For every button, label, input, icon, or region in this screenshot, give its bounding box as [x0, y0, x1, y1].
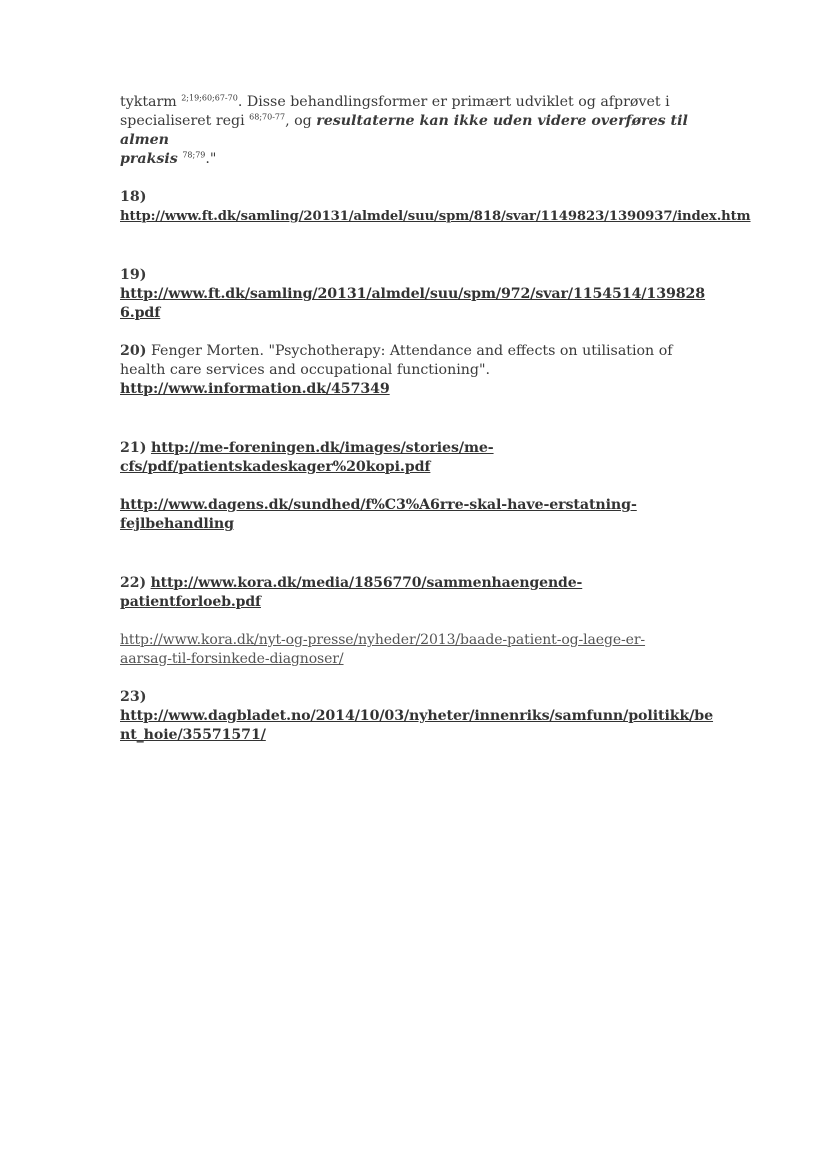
link-text: http://www.dagbladet.no/2014/10/03/nyheter/innenriks/samfunn/politikk/be: [120, 708, 714, 724]
intro-text: tyktarm: [120, 94, 182, 110]
link-text: cfs/pdf/patientskadeskager%20kopi.pdf: [120, 459, 431, 475]
reference-text: Fenger Morten. "Psychotherapy: Attendance and effects on utilisation of: [150, 343, 673, 359]
reference-number: 21): [120, 440, 147, 456]
reference-number: 23): [120, 689, 147, 705]
link-text: http://www.dagens.dk/sundhed/f%C3%A6rre-skal-have-erstatning-: [120, 497, 637, 513]
reference-19: [120, 266, 706, 323]
intro-text: .": [205, 151, 217, 167]
reference-link[interactable]: http://www.kora.dk/media/1856770/sammenhaengende-patientforloeb.pdf: [120, 575, 583, 610]
link-text: http://me-foreningen.dk/images/stories/me-: [150, 440, 494, 456]
reference-link[interactable]: http://www.ft.dk/samling/20131/almdel/suu/spm/818/svar/1149823/1390937/index.htm: [120, 209, 751, 224]
reference-22: [120, 574, 700, 669]
reference-23: [120, 688, 714, 745]
link-text: nt_hoie/35571571/: [120, 727, 266, 743]
reference-20: [120, 342, 700, 399]
reference-text: health care services and occupational functioning".: [120, 362, 491, 378]
reference-number: 18): [120, 189, 147, 205]
emphasis-text: praksis: [120, 151, 178, 167]
reference-link[interactable]: http://www.information.dk/457349: [120, 381, 390, 397]
link-text: fejlbehandling: [120, 516, 234, 532]
citation: 2;19;60;67-70: [181, 93, 238, 103]
citation: 78;79: [182, 150, 206, 160]
reference-link[interactable]: [120, 440, 494, 475]
intro-text: specialiseret regi: [120, 113, 250, 129]
reference-number: 22): [120, 575, 147, 591]
emphasis-text: resultaterne kan ikke uden videre overføres til almen: [120, 113, 688, 148]
reference-link[interactable]: [120, 286, 705, 321]
link-text: http://www.kora.dk/nyt-og-presse/nyheder/2013/baade-patient-og-laege-er-: [120, 632, 646, 648]
link-text: http://www.ft.dk/samling/20131/almdel/suu/spm/972/svar/1154514/139828: [120, 286, 706, 302]
link-text: aarsag-til-forsinkede-diagnoser/: [120, 651, 344, 667]
reference-link[interactable]: [120, 632, 645, 667]
reference-21: [120, 439, 700, 534]
document-content: [120, 93, 751, 745]
reference-link[interactable]: [120, 708, 713, 743]
intro-text: , og: [285, 113, 317, 129]
link-text: 6.pdf: [120, 305, 161, 321]
intro-paragraph: [120, 93, 700, 169]
citation: 68;70-77: [249, 112, 286, 122]
reference-18: [120, 188, 751, 226]
intro-text: . Disse behandlingsformer er primært udviklet og afprøvet i: [237, 94, 670, 110]
reference-number: 19): [120, 267, 147, 283]
reference-number: 20): [120, 343, 147, 359]
reference-link[interactable]: [120, 497, 637, 532]
